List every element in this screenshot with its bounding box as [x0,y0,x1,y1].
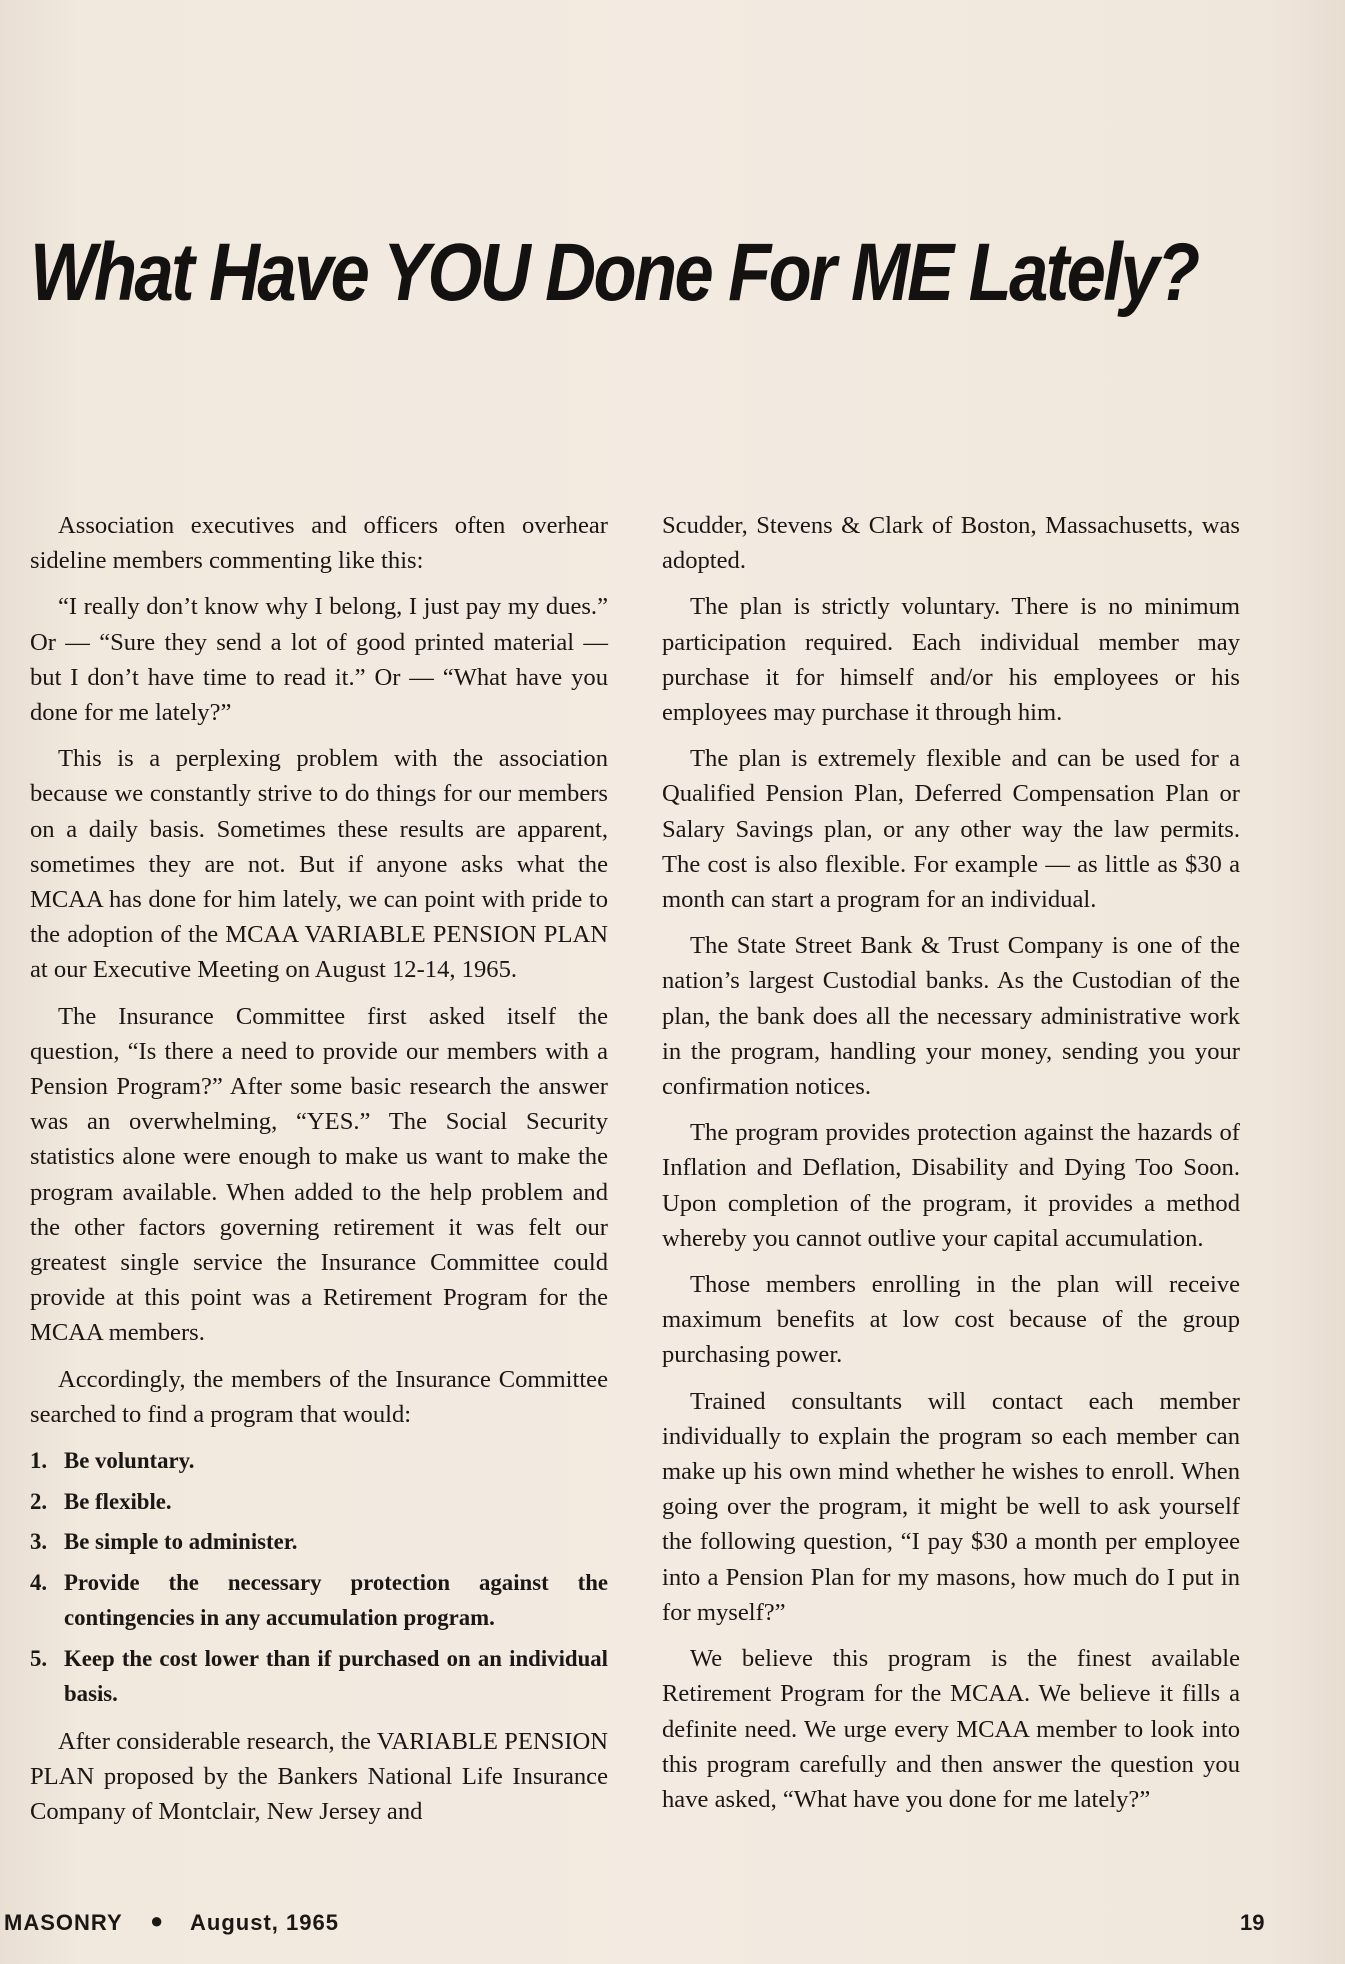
paragraph: This is a perplexing problem with the association because we constantly strive to do things for our members on a daily basis. Sometimes these results are apparent, sometimes they are not. But if anyone asks what the MCAA has done for him lately, we can point with pride to the adoption of the MCAA VARIABLE PENSION PLAN at our Executive Meeting on August 12-14, 1965. [30,745,608,984]
list-text: Keep the cost lower than if purchased on an individual basis. [64,1645,608,1707]
article-headline: What Have YOU Done For ME Lately? [30,227,1198,318]
page-footer [0,1910,1345,1950]
list-item [30,1484,608,1520]
list-item [30,1641,608,1712]
left-column [30,508,608,1840]
bullet-separator-icon: ● [150,1908,164,1933]
publication-name: MASONRY [4,1910,123,1935]
paragraph: “I really don’t know why I belong, I just pay my dues.” Or — “Sure they send a lot of good printed material — but I don’t have time to read it.” Or — “What have you done for me lately?” [30,593,608,727]
paragraph: Association executives and officers often overhear sideline members commenting like this: [30,512,608,575]
page-number: 19 [1240,1910,1265,1935]
list-text: Be simple to administer. [64,1529,298,1555]
list-text: Provide the necessary protection against the contingencies in any accumulation program. [64,1569,608,1631]
list-number: 1. [30,1448,48,1474]
list-item [30,1565,608,1636]
right-column [662,508,1240,1828]
paragraph: Trained consultants will contact each member individually to explain the program so each member can make up his own mind whether he wishes to enroll. When going over the program, it might be well to ask yourself the following question, “I pay $30 a month per employee into a Pension Plan for my masons, how much do I put in for myself?” [662,1387,1240,1626]
paragraph-continuation: Scudder, Stevens & Clark of Boston, Massachusetts, was adopted. [662,512,1240,575]
paragraph: Those members enrolling in the plan will receive maximum benefits at low cost because of the group purchasing power. [662,1271,1240,1369]
paragraph: After considerable research, the VARIABLE PENSION PLAN proposed by the Bankers National Life Insurance Company of Montclair, New Jersey and [30,1727,608,1825]
paragraph: The plan is strictly voluntary. There is no minimum participation required. Each individual member may purchase it for himself and/or his employees or his employees may purchase it through him. [662,593,1240,727]
list-text: Be voluntary. [64,1448,195,1474]
list-number: 4. [30,1569,48,1595]
paragraph: The Insurance Committee first asked itself the question, “Is there a need to provide our members with a Pension Program?” After some basic research the answer was an overwhelming, “YES.” The Social Security statistics alone were enough to make us want to make the program available. When added to the help problem and the other factors governing retirement it was felt our greatest single service the Insurance Committee could provide at this point was a Retirement Program for the MCAA members. [30,1002,608,1347]
requirements-list [30,1443,608,1712]
paragraph: The State Street Bank & Trust Company is one of the nation’s largest Custodial banks. As the Custodian of the plan, the bank does all the necessary administrative work in the program, handling your money, sending you your confirmation notices. [662,932,1240,1101]
list-item [30,1524,608,1560]
list-number: 2. [30,1488,48,1514]
paragraph: We believe this program is the finest available Retirement Program for the MCAA. We believe it fills a definite need. We urge every MCAA member to look into this program carefully and then answer the question you have asked, “What have you done for me lately?” [662,1645,1240,1813]
list-number: 3. [30,1529,48,1555]
paragraph: The program provides protection against the hazards of Inflation and Deflation, Disability and Dying Too Soon. Upon completion of the program, it provides a method whereby you cannot outlive your capital accumulation. [662,1119,1240,1252]
list-text: Be flexible. [64,1488,172,1514]
paragraph: The plan is extremely flexible and can be used for a Qualified Pension Plan, Deferred Compensation Plan or Salary Savings plan, or any other way the law permits. The cost is also flexible. For example — as little as $30 a month can start a program for an individual. [662,745,1240,914]
list-number: 5. [30,1645,48,1671]
list-item [30,1443,608,1479]
issue-date: August, 1965 [190,1910,339,1935]
paragraph: Accordingly, the members of the Insurance Committee searched to find a program that would: [30,1365,608,1428]
